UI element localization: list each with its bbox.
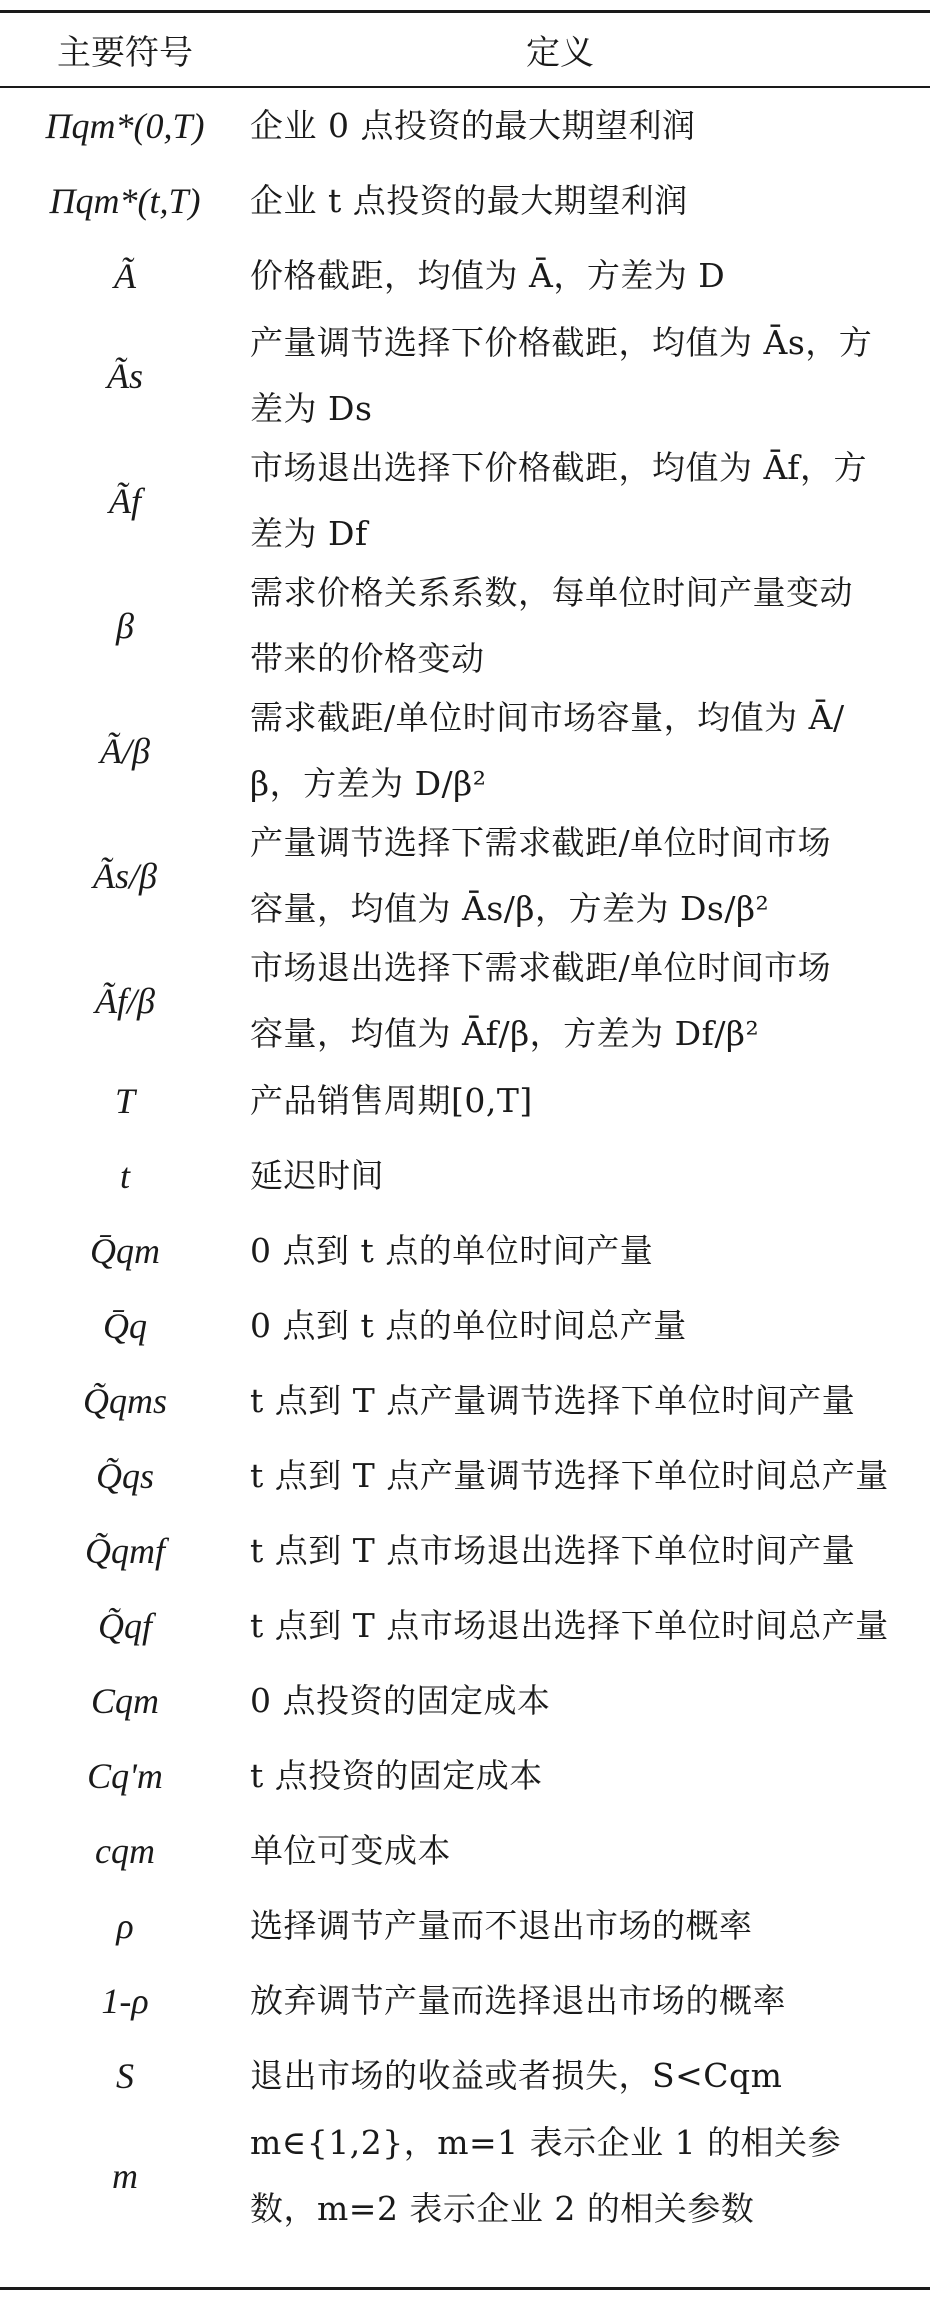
table-row [0,1513,930,1588]
definition-line: 价格截距，均值为 Ā，方差为 D [250,255,726,295]
table-row [0,813,930,938]
header-definition: 定义 [526,33,594,73]
table-header [0,13,930,86]
definition-line: t 点到 T 点产量调节选择下单位时间总产量 [250,1455,889,1495]
definition-line: 差为 Df [250,513,368,553]
table-row [0,563,930,688]
definition-cell [250,1593,930,1659]
definition-cell [250,2110,930,2242]
definition-line: 0 点到 t 点的单位时间总产量 [250,1305,687,1345]
definition-cell [250,2043,930,2109]
symbol-cell: Ãf/β [95,980,155,1021]
definition-line: 数，m=2 表示企业 2 的相关参数 [250,2188,755,2228]
table-row [0,88,930,163]
table-row [0,1363,930,1438]
definition-cell [250,1143,930,1209]
definition-line: t 点投资的固定成本 [250,1755,543,1795]
definition-cell [250,243,930,309]
definition-line: 企业 0 点投资的最大期望利润 [250,105,696,145]
symbol-cell: Ãs [107,355,143,396]
symbol-cell: Q̄qm [90,1230,160,1271]
definition-line: 产量调节选择下需求截距/单位时间市场 [250,822,832,862]
definition-cell [250,1743,930,1809]
definition-cell [250,1818,930,1884]
definition-line: 单位可变成本 [250,1830,451,1870]
symbol-cell: Ãf [109,480,141,521]
definition-line: 产品销售周期[0,T] [250,1080,533,1120]
definition-line: m∈{1,2}，m=1 表示企业 1 的相关参 [250,2122,842,2162]
definition-cell [250,1518,930,1584]
symbol-cell: Q̃qf [98,1605,152,1646]
definition-cell [250,560,930,692]
definition-line: 选择调节产量而不退出市场的概率 [250,1905,753,1945]
table-row [0,938,930,1063]
definition-line: 放弃调节产量而选择退出市场的概率 [250,1980,786,2020]
definition-line: β，方差为 D/β² [250,763,487,803]
table-row [0,1813,930,1888]
symbol-cell: m [112,2155,138,2196]
definition-cell [250,1218,930,1284]
symbol-cell: cqm [95,1830,155,1871]
definition-line: 带来的价格变动 [250,638,485,678]
symbol-cell: Q̄q [103,1305,147,1346]
table-row [0,1213,930,1288]
symbol-cell: Πqm*(0,T) [45,105,205,146]
table-row [0,2038,930,2113]
table-row [0,1963,930,2038]
definition-line: 产量调节选择下价格截距，均值为 Ās，方 [250,322,873,362]
definition-line: 差为 Ds [250,388,373,428]
table-row [0,313,930,438]
table-row [0,1438,930,1513]
definition-cell [250,310,930,442]
definition-cell [250,810,930,942]
definition-cell [250,168,930,234]
symbol-cell: Q̃qmf [85,1530,165,1571]
definition-cell [250,685,930,817]
table-row [0,1063,930,1138]
definition-line: 市场退出选择下价格截距，均值为 Āf，方 [250,447,867,487]
definition-line: t 点到 T 点市场退出选择下单位时间产量 [250,1530,856,1570]
symbol-cell: S [116,2055,134,2096]
definition-cell [250,1068,930,1134]
table-row [0,1663,930,1738]
table-row [0,1888,930,1963]
table-row [0,163,930,238]
table-row [0,1138,930,1213]
symbol-cell: T [114,1080,136,1121]
definition-line: 市场退出选择下需求截距/单位时间市场 [250,947,832,987]
definition-line: 容量，均值为 Ās/β，方差为 Ds/β² [250,888,770,928]
definition-line: 需求截距/单位时间市场容量，均值为 Ā/ [250,697,845,737]
symbol-cell: Q̃qs [95,1455,154,1496]
symbol-cell: t [119,1155,130,1196]
definition-line: 企业 t 点投资的最大期望利润 [250,180,688,220]
symbol-cell: 1-ρ [101,1980,149,2021]
table-row [0,1588,930,1663]
definition-cell [250,1893,930,1959]
symbol-cell: Ãs/β [93,855,157,896]
definition-line: 0 点投资的固定成本 [250,1680,551,1720]
definition-cell [250,935,930,1067]
symbol-cell: Cq'm [87,1755,163,1796]
definition-line: 延迟时间 [250,1155,384,1195]
table-row [0,1738,930,1813]
definition-cell [250,435,930,567]
symbol-cell: Ã [114,255,136,296]
table-row [0,438,930,563]
definition-line: t 点到 T 点市场退出选择下单位时间总产量 [250,1605,889,1645]
definition-line: 容量，均值为 Āf/β，方差为 Df/β² [250,1013,760,1053]
definition-line: t 点到 T 点产量调节选择下单位时间产量 [250,1380,856,1420]
symbol-cell: Cqm [90,1680,159,1721]
definition-line: 退出市场的收益或者损失，S<Cqm [250,2055,783,2095]
header-symbol: 主要符号 [57,33,193,73]
table-row [0,238,930,313]
definition-line: 需求价格关系系数，每单位时间产量变动 [250,572,853,612]
definition-line: 0 点到 t 点的单位时间产量 [250,1230,654,1270]
symbol-cell: Πqm*(t,T) [49,180,201,221]
definition-cell [250,1293,930,1359]
table-body [0,88,930,2238]
symbol-cell: β [116,605,134,646]
table-row [0,688,930,813]
table-bottom-rule [0,2287,930,2290]
definition-cell [250,1668,930,1734]
definition-cell [250,1968,930,2034]
definition-cell [250,93,930,159]
table-row [0,2113,930,2238]
definition-cell [250,1368,930,1434]
definition-cell [250,1443,930,1509]
symbol-cell: ρ [116,1905,134,1946]
symbol-cell: Ã/β [100,730,150,771]
table-row [0,1288,930,1363]
symbol-cell: Q̃qms [82,1380,167,1421]
